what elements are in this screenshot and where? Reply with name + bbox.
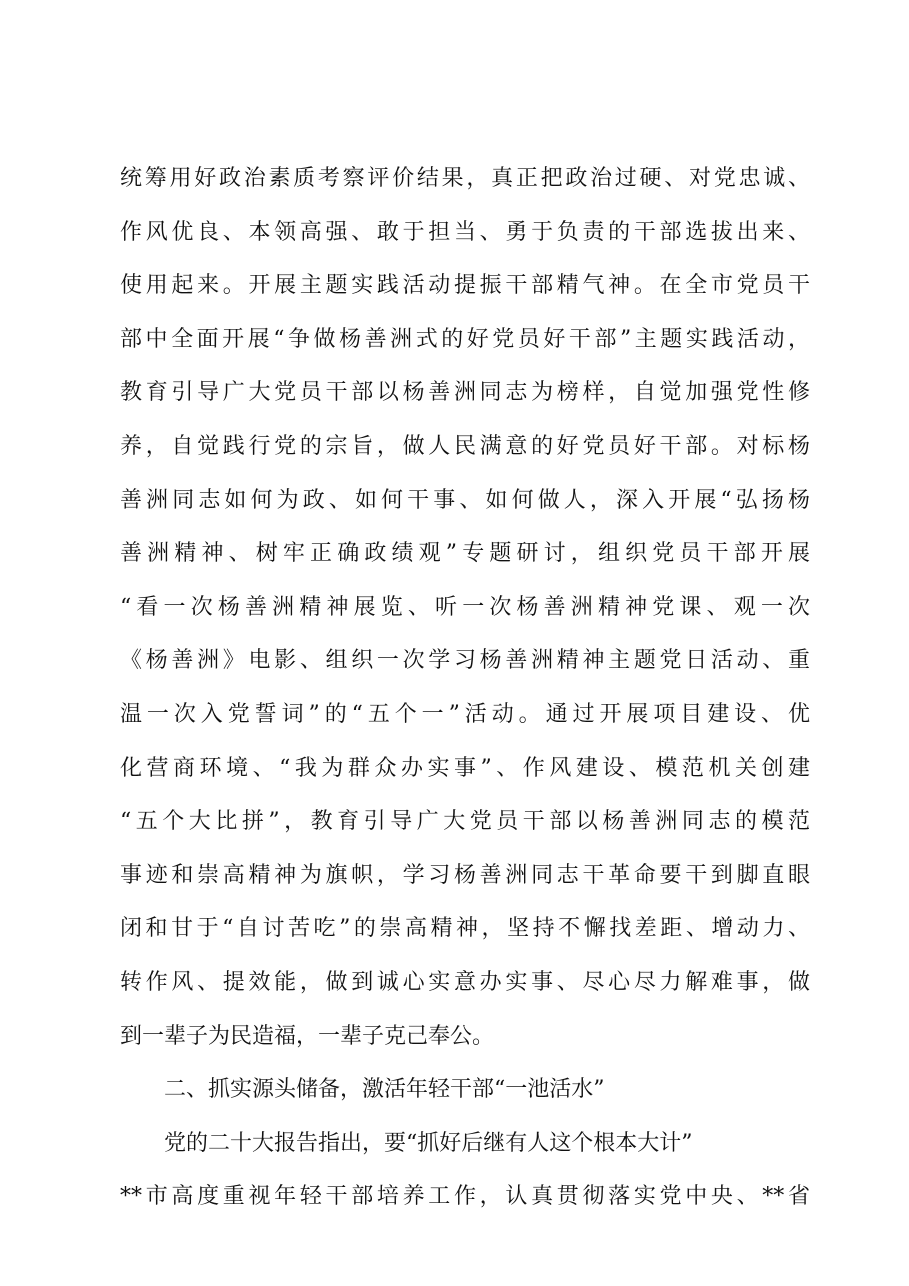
- body-text: [120, 152, 810, 1224]
- body-line: 善洲同志如何为政、如何干事、如何做人，深入开展“弘扬杨: [120, 487, 810, 513]
- paragraph-first-line: 党的二十大报告指出，要“抓好后继有人这个根本大计”: [164, 1130, 693, 1156]
- body-line: “看一次杨善洲精神展览、听一次杨善洲精神党课、观一次: [120, 594, 810, 620]
- body-line: 统筹用好政治素质考察评价结果，真正把政治过硬、对党忠诚、: [120, 166, 810, 191]
- body-line: 转作风、提效能，做到诚心实意办实事、尽心尽力解难事，做: [120, 969, 810, 995]
- body-line: 部中全面开展“争做杨善洲式的好党员好干部”主题实践活动，: [120, 326, 810, 352]
- body-line: 温一次入党誓词”的“五个一”活动。通过开展项目建设、优: [120, 701, 810, 727]
- body-line: **市高度重视年轻干部培养工作，认真贯彻落实党中央、**省: [120, 1184, 810, 1210]
- body-line: 到一辈子为民造福，一辈子克己奉公。: [120, 1023, 495, 1049]
- body-line: 善洲精神、树牢正确政绩观”专题研讨，组织党员干部开展: [120, 541, 810, 567]
- body-line: 养，自觉践行党的宗旨，做人民满意的好党员好干部。对标杨: [120, 433, 810, 459]
- body-line: 事迹和崇高精神为旗帜，学习杨善洲同志干革命要干到脚直眼: [120, 862, 810, 888]
- section-heading: 二、抓实源头储备，激活年轻干部“一池活水”: [164, 1077, 605, 1103]
- body-line: 化营商环境、“我为群众办实事”、作风建设、模范机关创建: [120, 755, 810, 781]
- body-line: 教育引导广大党员干部以杨善洲同志为榜样，自觉加强党性修: [120, 380, 810, 406]
- body-line: 闭和甘于“自讨苦吃”的崇高精神，坚持不懈找差距、增动力、: [120, 916, 810, 942]
- body-line: 作风优良、本领高强、敢于担当、勇于负责的干部选拔出来、: [120, 219, 810, 245]
- body-line: 《杨善洲》电影、组织一次学习杨善洲精神主题党日活动、重: [120, 648, 810, 674]
- body-line: 使用起来。开展主题实践活动提振干部精气神。在全市党员干: [120, 273, 810, 299]
- body-line: “五个大比拼”，教育引导广大党员干部以杨善洲同志的模范: [120, 809, 810, 835]
